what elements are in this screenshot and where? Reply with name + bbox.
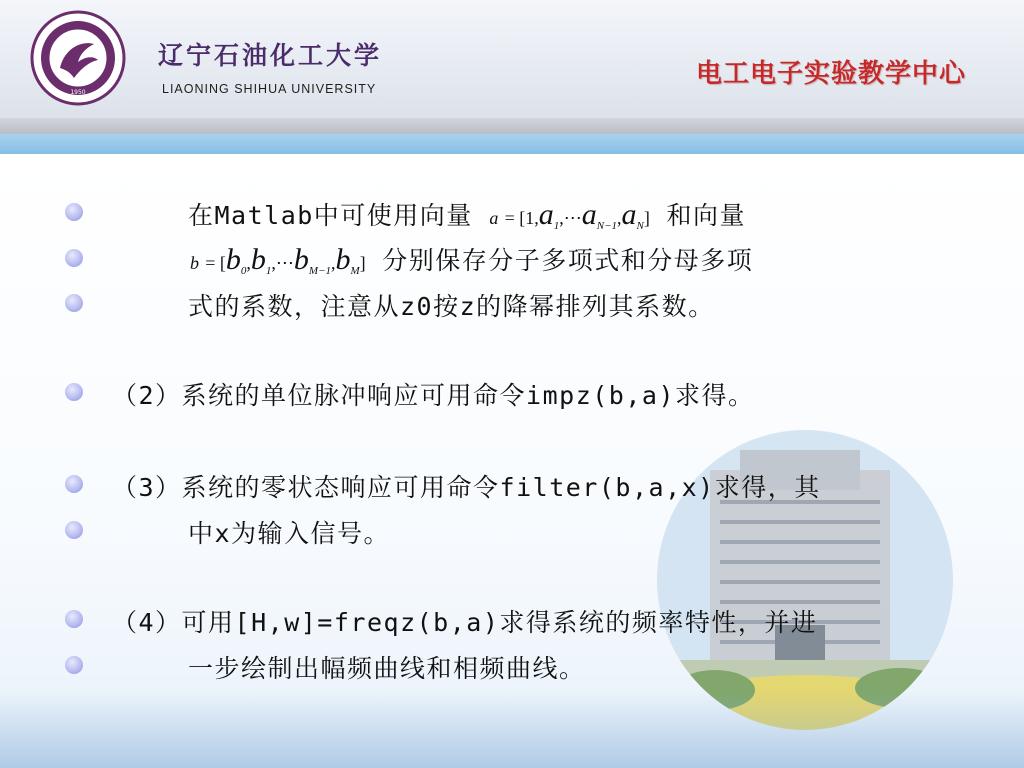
p4-line1: （4）可用[H,w]=freqz(b,a)求得系统的频率特性，并进: [112, 608, 818, 637]
accent-band: [0, 134, 1024, 154]
vector-a-formula: $a = [1,a_1,\cdots a_{N-1},a_N]$: [489, 198, 650, 232]
p1-line1-pre: 在Matlab中可使用向量: [188, 201, 473, 230]
university-logo: [30, 10, 126, 106]
bullet-icon: [65, 249, 83, 267]
bullet-icon: [65, 521, 83, 539]
p1-line2: [190, 241, 753, 277]
p1-line3: 式的系数，注意从z0按z的降幂排列其系数。: [188, 292, 715, 321]
bullet-icon: [65, 203, 83, 221]
p3-line2: 中x为输入信号。: [188, 519, 391, 548]
p1-line1-post: 和向量: [666, 201, 746, 230]
university-name-cn: 辽宁石油化工大学: [158, 41, 383, 70]
bullet-icon: [65, 294, 83, 312]
p4-line2: 一步绘制出幅频曲线和相频曲线。: [188, 654, 586, 683]
header-divider: [0, 118, 1024, 134]
bullet-icon: [65, 610, 83, 628]
bullet-icon: [65, 383, 83, 401]
bullet-icon: [65, 475, 83, 493]
logo-year: 1950: [70, 89, 86, 96]
header: [0, 0, 1024, 118]
university-name-en: LIAONING SHIHUA UNIVERSITY: [162, 82, 377, 96]
p3-line1: （3）系统的零状态响应可用命令filter(b,a,x)求得，其: [112, 473, 821, 502]
p1-line1: [188, 196, 746, 232]
p1-line2-post: 分别保存分子多项式和分母多项: [382, 246, 754, 275]
center-title: 电工电子实验教学中心: [695, 59, 966, 89]
p2-line1: （2）系统的单位脉冲响应可用命令impz(b,a)求得。: [112, 381, 755, 410]
bottom-decoration: [0, 690, 1024, 768]
vector-b-formula: $b = [b_0,b_1,\cdots b_{M-1},b_M]$: [190, 243, 366, 277]
bullet-icon: [65, 656, 83, 674]
